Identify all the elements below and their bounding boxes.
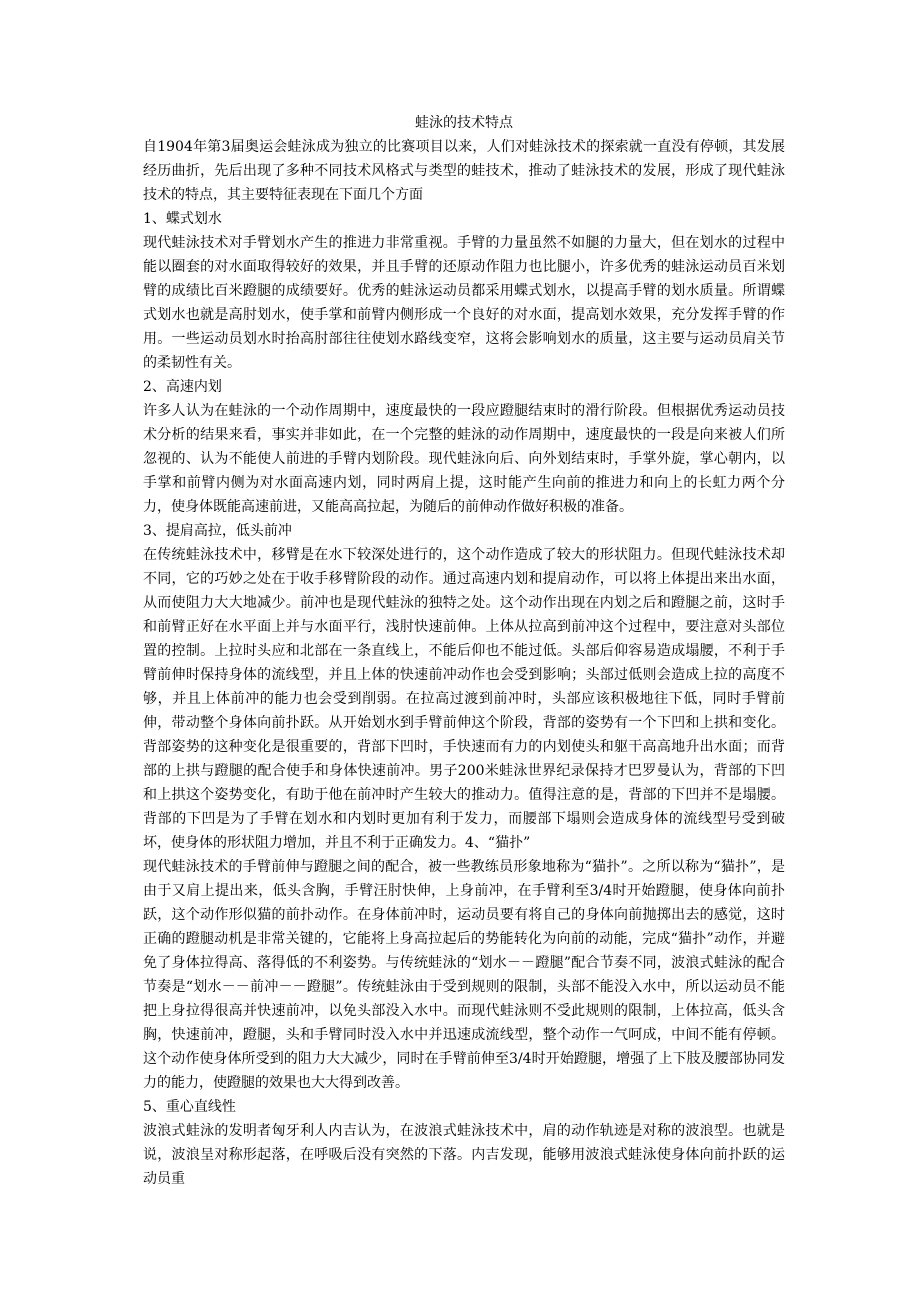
section-2-heading: 2、高速内划 (143, 379, 222, 395)
section-4-body: 现代蛙泳技术的手臂前伸与蹬腿之间的配合，被一些教练员形象地称为“猫扑”。之所以称为“猫扑”，是由于又肩上提出来，低头含胸，手臂汪肘快伸，上身前冲，在手臂利至3/4时开始蹬腿，使身体向前扑跃，这个动作形似猫的前扑动作。在身体前冲时，运动员要有将自己的身体向前抛掷出去的感觉，这时正确的蹬腿动机是非常关键的，它能将上身高拉起后的势能转化为向前的动能，完成“猫扑”动作，并避免了身体拉得高、落得低的不利姿势。与传统蛙泳的“划水－－蹬腿”配合节奏不同，波浪式蛙泳的配合节奏是“划水－－前冲－－蹬腿”。传统蛙泳由于受到规则的限制，头部不能没入水中，所以运动员不能把上身拉得很高并快速前冲，以免头部没入水中。而现代蛙泳则不受此规则的限制，上体拉高，低头含胸，快速前冲，蹬腿，头和手臂同时没入水中并迅速成流线型，整个动作一气呵成，中间不能有停顿。这个动作使身体所受到的阻力大大减少，同时在手臂前伸至3/4时开始蹬腿，增强了上下肢及腰部协同发力的能力，使蹬腿的效果也大大得到改善。 (143, 859, 785, 1091)
document-title: 蛙泳的技术特点 (415, 115, 513, 131)
intro-paragraph: 自1904年第3届奥运会蛙泳成为独立的比赛项目以来，人们对蛙泳技术的探索就一直没有停顿，其发展经历曲折，先后出现了多种不同技术风格式与类型的蛙技术，推动了蛙泳技术的发展，形成了现代蛙泳技术的特点，其主要特征表现在下面几个方面 (143, 139, 785, 203)
document-body (143, 111, 785, 1191)
section-2-body: 许多人认为在蛙泳的一个动作周期中，速度最快的一段应蹬腿结束时的滑行阶段。但根据优秀运动员技术分析的结果来看，事实并非如此，在一个完整的蛙泳的动作周期中，速度最快的一段是向来被人们所忽视的、认为不能使人前进的手臂内划阶段。现代蛙泳向后、向外划结束时，手掌外旋，掌心朝内，以手掌和前臂内侧为对水面高速内划，同时两肩上提，这时能产生向前的推进力和向上的长虹力两个分力，使身体既能高速前进，又能高高拉起，为随后的前伸动作做好积极的准备。 (143, 403, 785, 515)
section-1-body: 现代蛙泳技术对手臂划水产生的推进力非常重视。手臂的力量虽然不如腿的力量大，但在划水的过程中能以圈套的对水面取得较好的效果，并且手臂的还原动作阻力也比腿小，许多优秀的蛙泳运动员百米划臂的成绩比百米蹬腿的成绩要好。优秀的蛙泳运动员都采用蝶式划水，以提高手臂的划水质量。所谓蝶式划水也就是高肘划水，使手掌和前臂内侧形成一个良好的对水面，提高划水效果，充分发挥手臂的作用。一些运动员划水时抬高肘部往往使划水路线变窄，这将会影响划水的质量，这主要与运动员肩关节的柔韧性有关。 (143, 235, 785, 371)
section-3-heading: 3、提肩高拉，低头前冲 (143, 523, 292, 539)
section-1-heading: 1、蝶式划水 (143, 211, 222, 227)
section-5-heading: 5、重心直线性 (143, 1099, 236, 1115)
section-3-body: 在传统蛙泳技术中，移臂是在水下较深处进行的，这个动作造成了较大的形状阻力。但现代蛙泳技术却不同，它的巧妙之处在于收手移臂阶段的动作。通过高速内划和提肩动作，可以将上体提出来出水面，从而使阻力大大地减少。前冲也是现代蛙泳的独特之处。这个动作出现在内划之后和蹬腿之前，这时手和前臂正好在水平面上并与水面平行，浅肘快速前伸。上体从拉高到前冲这个过程中，要注意对头部位置的控制。上拉时头应和北部在一条直线上，不能后仰也不能过低。头部后仰容易造成塌腰，不利于手臂前伸时保持身体的流线型，并且上体的快速前冲动作也会受到影响；头部过低则会造成上拉的高度不够，并且上体前冲的能力也会受到削弱。在拉高过渡到前冲时，头部应该积极地往下低，同时手臂前伸，带动整个身体向前扑跃。从开始划水到手臂前伸这个阶段，背部的姿势有一个下凹和上拱和变化。背部姿势的这种变化是很重要的，背部下凹时，手快速而有力的内划使头和躯干高高地升出水面；而背部的上拱与蹬腿的配合使手和身体快速前冲。男子200米蛙泳世界纪录保持才巴罗曼认为，背部的下凹和上拱这个姿势变化，有助于他在前冲时产生较大的推动力。值得注意的是，背部的下凹并不是塌腰。背部的下凹是为了手臂在划水和内划时更加有利于发力，而腰部下塌则会造成身体的流线型号受到破坏，使身体的形状阻力增加，并且不利于正确发力。4、“猫扑” (143, 547, 785, 851)
section-5-body: 波浪式蛙泳的发明者匈牙利人内吉认为，在波浪式蛙泳技术中，肩的动作轨迹是对称的波浪型。也就是说，波浪呈对称形起落，在呼吸后没有突然的下落。内吉发现，能够用波浪式蛙泳使身体向前扑跃的运动员重 (143, 1123, 785, 1187)
